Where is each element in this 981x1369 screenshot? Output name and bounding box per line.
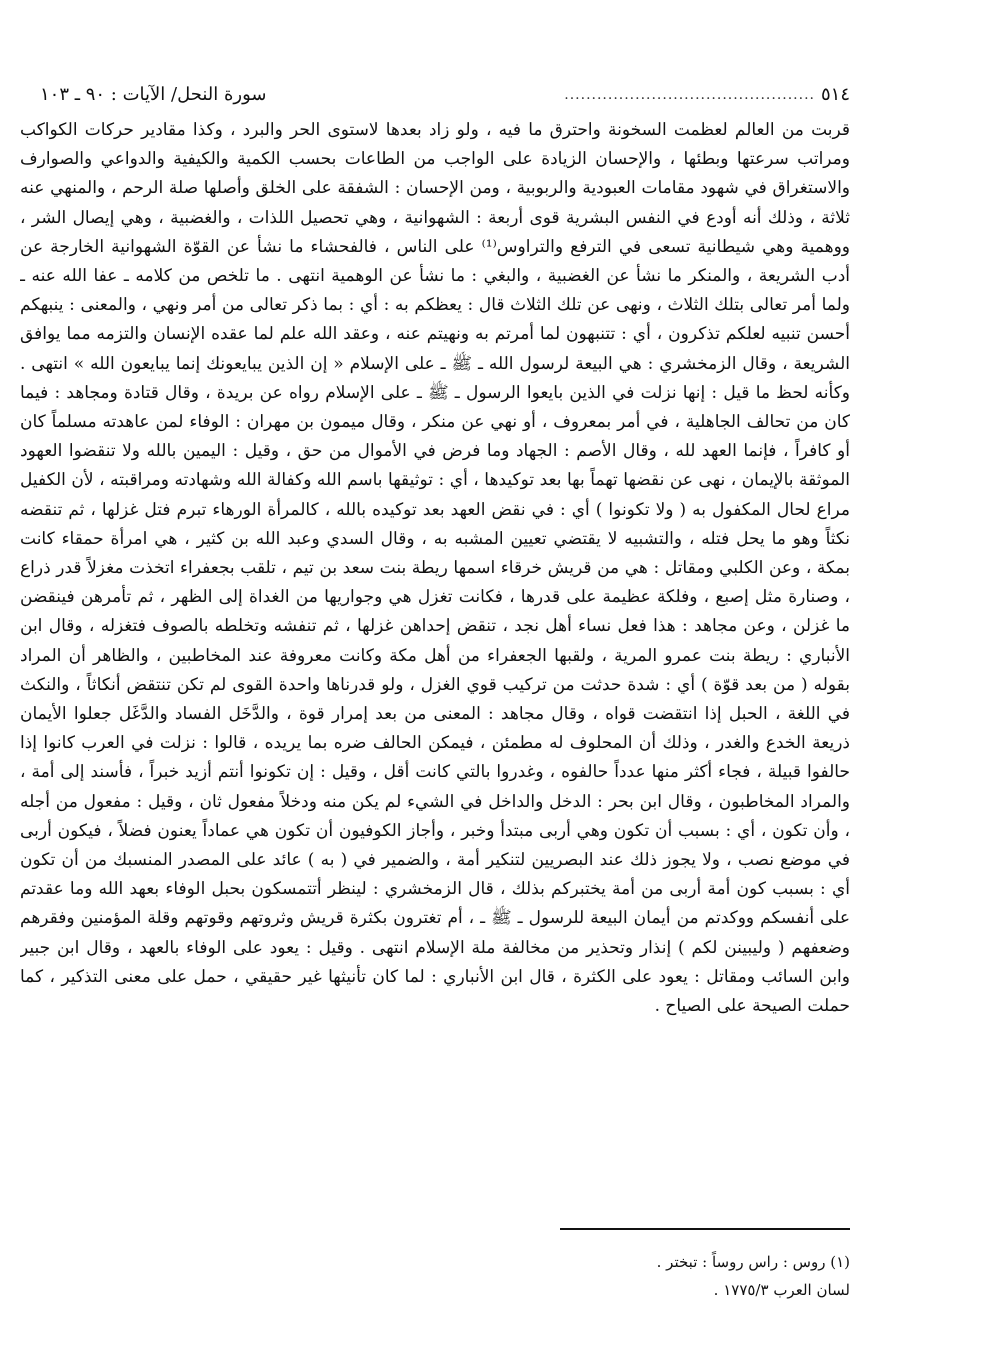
footnotes (420, 1248, 850, 1304)
running-header (40, 80, 850, 110)
page-number: ٥١٤ (820, 84, 850, 105)
header-dot-leader: .............................................. (564, 87, 815, 103)
body-paragraph: قربت من العالم لعظمت السخونة واحترق ما فيه ، ولو زاد بعدها لاستوى الحر والبرد ، وكذا مقادير حركات الكواكب ومراتب سرعتها وبطئها ، والإحسان الزيادة على الواجب من الطاعات بحسب الكمية والكيفية والدواعي والصوارف والاستغراق في شهود مقامات العبودية والربوبية ، ومن الإحسان : الشفقة على الخلق وأصلها صلة الرحم ، والمنهي عنه ثلاثة ، وذلك أنه أودع في النفس البشرية قوى أربعة : الشهوانية ، وهي تحصيل اللذات ، والغضبية ، وهي إيصال الشر ، ووهمية وهي شيطانية تسعى في الترفع والتراوس⁽¹⁾ على الناس ، فالفحشاء ما نشأ عن القوّة الشهوانية الخارجة عن أدب الشريعة ، والمنكر ما نشأ عن الغضبية ، والبغي : ما نشأ عن الوهمية انتهى . ما تلخص من كلامه ـ عفا الله عنه ـ ولما أمر تعالى بتلك الثلاث ، ونهى عن تلك الثلاث قال : يعظكم به : أي : بما ذكر تعالى من أمر ونهي ، والمعنى : ينبهكم أحسن تنبيه لعلكم تذكرون ، أي : تتنبهون لما أمرتم به ونهيتم عنه ، وعقد الله علم لما عقده الإنسان والتزمه مما يوافق الشريعة ، وقال الزمخشري : هي البيعة لرسول الله ـ ﷺ ـ على الإسلام « إن الذين يبايعونك إنما يبايعون الله » انتهى . وكأنه لحظ ما قيل : إنها نزلت في الذين بايعوا الرسول ـ ﷺ ـ على الإسلام رواه عن بريدة ، وقال قتادة ومجاهد : فيما كان من تحالف الجاهلية ، في أمر بمعروف ، أو نهي عن منكر ، وقال ميمون بن مهران : الوفاء لمن عاهدته مسلماً كان أو كافراً ، فإنما العهد لله ، وقال الأصم : الجهاد وما فرض في الأموال من حق ، وقيل : اليمين بالله ولا تنقضوا العهود الموثقة بالإيمان ، نهى عن نقضها تهماً بها بعد توكيدها ، أي : توثيقها باسم الله وكفالة الله وشهادته ومراقبته ، لأن الكفيل مراع لحال المكفول به ( ولا تكونوا ) أي : في نقض العهد بعد توكيده بالله ، كالمرأة الورهاء تبرم فتل غزلها ، ثم تنقضه نكثاً وهو ما يحل فتله ، والتشبيه لا يقتضي تعيين المشبه به ، وقال السدي وعبد الله بن كثير ، هي امرأة حمقاء كانت بمكة ، وعن الكلبي ومقاتل : هي من قريش خرقاء اسمها ريطة بنت سعد بن تيم ، تلقب بجعفراء اتخذت مغزلاً قدر ذراع ، وصنارة مثل إصبع ، وفلكة عظيمة على قدرها ، فكانت تغزل هي وجواريها من الغداة إلى الظهر ، ثم تأمرهن فينقضن ما غزلن ، وعن مجاهد : هذا فعل نساء أهل نجد ، تنقض إحداهن غزلها ، ثم تنفشه وتخلطه بالصوف فتغزله ، وقال ابن الأنباري : ريطة بنت عمرو المرية ، ولقبها الجعفراء من أهل مكة وكانت معروفة عند المخاطبين ، والظاهر أن المراد بقوله ( من بعد قوّة ) أي : شدة حدثت من تركيب قوي الغزل ، ولو قدرناها واحدة القوى لم تكن تنتقض أنكاثاً ، والنكث في اللغة ، الحبل إذا انتقضت قواه ، وقال مجاهد : المعنى من بعد إمرار قوة ، والدَّخَل الفساد والدَّغَل جعلوا الأيمان ذريعة الخدع والغدر ، وذلك أن المحلوف له مطمئن ، فيمكن الحالف ضره بما يريده ، قالوا : نزلت في العرب كانوا إذا حالفوا قبيلة ، فجاء أكثر منها عدداً حالفوه ، وغدروا بالتي كانت أقل ، وقيل : إن تكونوا أنتم أزيد خبراً ، فأسند إلى أمة ، والمراد المخاطبون ، وقال ابن بحر : الدخل والداخل في الشيء لم يكن منه ودخلاً مفعول ثان ، وقيل : مفعول من أجله ، وأن تكون ، أي : بسبب أن تكون وهي أربى مبتدأ وخبر ، وأجاز الكوفيون أن تكون هي عماداً يعنون فضلاً ، فيكون أربى في موضع نصب ، ولا يجوز ذلك عند البصريين لتنكير أمة ، والضمير في ( به ) عائد على المصدر المنسبك من أن تكون أي : بسبب كون أمة أربى من أمة يختبركم بذلك ، قال الزمخشري : لينظر أتتمسكون بحبل الوفاء بعهد الله وما عقدتم على أنفسكم ووكدتم من أيمان البيعة للرسول ـ ﷺ ـ ، أم تغترون بكثرة قريش وثروتهم وقوتهم وقلة المؤمنين وفقرهم وضعفهم ( وليبينن لكم ) إنذار وتحذير من مخالفة ملة الإسلام انتهى . وقيل : يعود على الوفاء بالعهد ، وقال ابن جبير وابن السائب ومقاتل : يعود على الكثرة ، قال ابن الأنباري : لما كان تأنيثها غير حقيقي ، حمل على معنى التذكير ، كما حملت الصيحة على الصياح . (20, 120, 850, 1017)
header-title: سورة النحل/ الآيات : ٩٠ ـ ١٠٣ (40, 84, 267, 105)
footnote-separator (560, 1228, 850, 1230)
main-text (20, 116, 850, 1226)
footnote-1: (١) روس : راس روساً : تبختر . (656, 1253, 850, 1271)
footnote-1-source: لسان العرب ١٧٧٥/٣ . (713, 1281, 850, 1299)
